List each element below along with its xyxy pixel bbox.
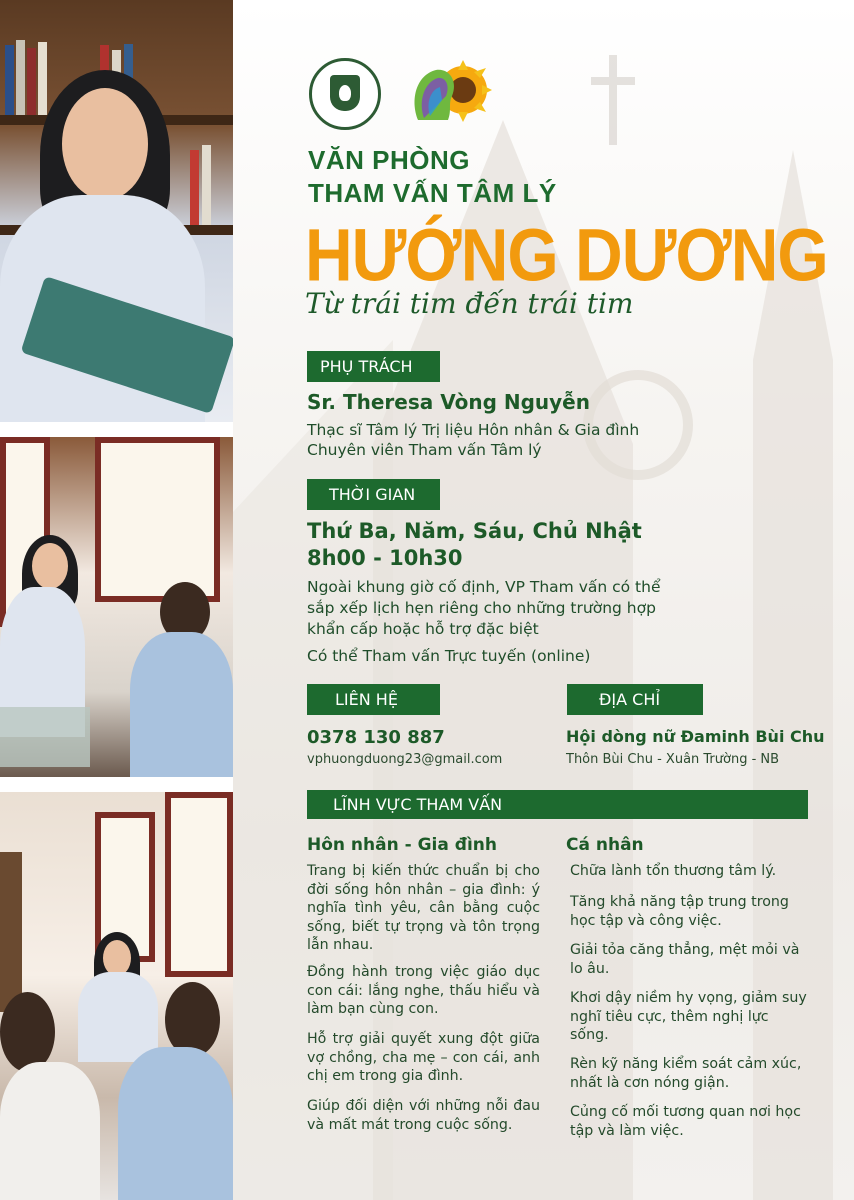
family-item-1: Trang bị kiến thức chuẩn bị cho đời sống hôn nhân – gia đình: ý nghĩa tình yêu, cân bằng cuộc sống, biết tự trọng và tôn trọng lẫn nhau. [307, 863, 540, 953]
photo-counseling-session-2 [0, 792, 233, 1200]
address-place: Hội dòng nữ Đaminh Bùi Chu [566, 727, 825, 746]
photo-sister-with-book [0, 0, 233, 422]
personal-field-title: Cá nhân [566, 835, 644, 855]
online-note: Có thể Tham vấn Trực tuyến (online) [307, 647, 591, 665]
in-charge-tag: PHỤ TRÁCH [307, 351, 440, 382]
counselor-role: Chuyên viên Tham vấn Tâm lý [307, 441, 542, 459]
schedule-note-2: sắp xếp lịch hẹn riêng cho những trường hợp [307, 599, 656, 617]
address-detail: Thôn Bùi Chu - Xuân Trường - NB [566, 752, 780, 767]
fields-tag: LĨNH VỰC THAM VẤN [307, 790, 808, 819]
brand-name: HƯỚNG DƯƠNG [305, 213, 828, 296]
slogan: Từ trái tim đến trái tim [305, 287, 634, 320]
personal-item-2: Tăng khả năng tập trung trong học tập và công việc. [570, 894, 789, 929]
photo-counseling-session-1 [0, 437, 233, 777]
family-item-4: Giúp đối diện với những nỗi đau và mất mát trong cuộc sống. [307, 1098, 540, 1133]
schedule-note-3: khẩn cấp hoặc hỗ trợ đặc biệt [307, 620, 539, 638]
personal-item-4: Khơi dậy niềm hy vọng, giảm suy nghĩ tiêu cực, thêm nghị lực sống. [570, 990, 807, 1043]
personal-item-5: Rèn kỹ năng kiểm soát cảm xúc, nhất là cơn nóng giận. [570, 1056, 802, 1091]
schedule-days: Thứ Ba, Năm, Sáu, Chủ Nhật [307, 519, 642, 543]
contact-phone: 0378 130 887 [307, 727, 445, 748]
family-field-title: Hôn nhân - Gia đình [307, 835, 497, 855]
counselor-degree: Thạc sĩ Tâm lý Trị liệu Hôn nhân & Gia đình [307, 421, 640, 439]
personal-item-6: Củng cố mối tương quan nơi học tập và làm việc. [570, 1104, 801, 1139]
address-tag: ĐỊA CHỈ [567, 684, 703, 715]
personal-item-3: Giải tỏa căng thẳng, mệt mỏi và lo âu. [570, 942, 800, 977]
schedule-tag: THỜI GIAN [307, 479, 440, 510]
sunflower-head-logo [408, 60, 494, 130]
family-item-2: Đồng hành trong việc giáo dục con cái: lắng nghe, thấu hiểu và làm bạn cùng con. [307, 964, 540, 1017]
schedule-note-1: Ngoài khung giờ cố định, VP Tham vấn có thể [307, 578, 661, 596]
contact-tag: LIÊN HỆ [307, 684, 440, 715]
family-item-3: Hỗ trợ giải quyết xung đột giữa vợ chồng, cha mẹ – con cái, anh chị em trong gia đình. [307, 1031, 540, 1084]
personal-item-1: Chữa lành tổn thương tâm lý. [570, 863, 777, 879]
congregation-seal-logo [309, 58, 381, 130]
contact-email: vphuongduong23@gmail.com [307, 752, 503, 767]
schedule-hours: 8h00 - 10h30 [307, 546, 463, 570]
office-title-line1: VĂN PHÒNG [308, 145, 470, 175]
counselor-name: Sr. Theresa Vòng Nguyễn [307, 390, 590, 414]
office-title-line2: THAM VẤN TÂM LÝ [308, 178, 557, 208]
